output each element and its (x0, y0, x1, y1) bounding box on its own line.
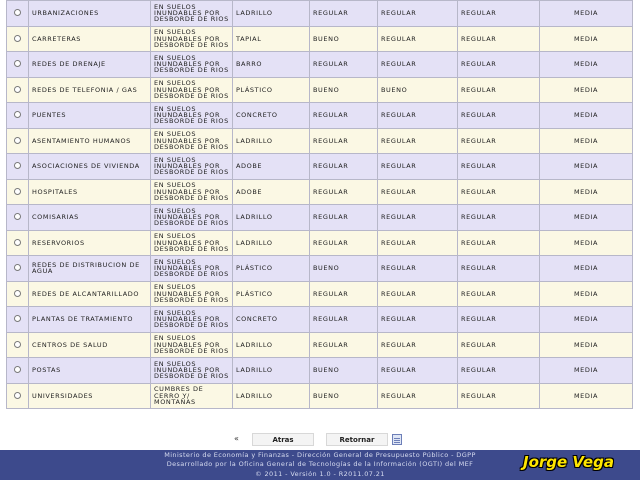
cell-condition-1: REGULAR (310, 332, 378, 358)
cell-location: EN SUELOS INUNDABLES POR DESBORDE DE RIOS (151, 205, 233, 231)
table-row (7, 154, 633, 180)
cell-location: EN SUELOS INUNDABLES POR DESBORDE DE RIOS (151, 26, 233, 52)
back-button[interactable]: Atras (252, 433, 314, 446)
cell-condition-2: REGULAR (378, 358, 458, 384)
cell-condition-3: REGULAR (458, 128, 540, 154)
row-select-radio[interactable] (7, 179, 29, 205)
cell-infrastructure: ASOCIACIONES DE VIVIENDA (29, 154, 151, 180)
cell-condition-1: REGULAR (310, 154, 378, 180)
radio-button-icon[interactable] (14, 290, 21, 297)
table-row (7, 307, 633, 333)
cell-condition-2: REGULAR (378, 230, 458, 256)
cell-condition-1: REGULAR (310, 179, 378, 205)
cell-condition-1: REGULAR (310, 128, 378, 154)
cell-location: EN SUELOS INUNDABLES POR DESBORDE DE RIOS (151, 307, 233, 333)
row-select-radio[interactable] (7, 128, 29, 154)
cell-condition-2: REGULAR (378, 26, 458, 52)
table-row (7, 358, 633, 384)
table-row (7, 1, 633, 27)
radio-button-icon[interactable] (14, 239, 21, 246)
cell-condition-2: REGULAR (378, 103, 458, 129)
radio-button-icon[interactable] (14, 392, 21, 399)
cell-location: EN SUELOS INUNDABLES POR DESBORDE DE RIOS (151, 154, 233, 180)
cell-material: CONCRETO (233, 307, 310, 333)
radio-button-icon[interactable] (14, 264, 21, 271)
cell-infrastructure: REDES DE ALCANTARILLADO (29, 281, 151, 307)
cell-location: EN SUELOS INUNDABLES POR DESBORDE DE RIOS (151, 77, 233, 103)
cell-condition-2: REGULAR (378, 1, 458, 27)
cell-infrastructure: HOSPITALES (29, 179, 151, 205)
cell-level: MEDIA (540, 358, 633, 384)
table-row (7, 230, 633, 256)
cell-condition-2: REGULAR (378, 52, 458, 78)
row-select-radio[interactable] (7, 26, 29, 52)
cell-condition-1: REGULAR (310, 281, 378, 307)
cell-condition-3: REGULAR (458, 154, 540, 180)
table-row (7, 103, 633, 129)
cell-condition-3: REGULAR (458, 230, 540, 256)
cell-condition-1: BUENO (310, 256, 378, 282)
radio-button-icon[interactable] (14, 111, 21, 118)
cell-material: LADRILLO (233, 1, 310, 27)
cell-location: EN SUELOS INUNDABLES POR DESBORDE DE RIOS (151, 281, 233, 307)
footer-version-text: © 2011 - Versión 1.0 - R2011.07.21 (255, 470, 385, 478)
cell-condition-2: BUENO (378, 77, 458, 103)
cell-condition-3: REGULAR (458, 77, 540, 103)
cell-condition-1: REGULAR (310, 1, 378, 27)
cell-location: EN SUELOS INUNDABLES POR DESBORDE DE RIOS (151, 358, 233, 384)
cell-condition-2: REGULAR (378, 281, 458, 307)
cell-condition-2: REGULAR (378, 332, 458, 358)
row-select-radio[interactable] (7, 154, 29, 180)
cell-level: MEDIA (540, 230, 633, 256)
row-select-radio[interactable] (7, 383, 29, 409)
radio-button-icon[interactable] (14, 35, 21, 42)
cell-location: EN SUELOS INUNDABLES POR DESBORDE DE RIOS (151, 103, 233, 129)
cell-infrastructure: POSTAS (29, 358, 151, 384)
radio-button-icon[interactable] (14, 162, 21, 169)
footer-developer-text: Desarrollado por la Oficina General de Tecnologías de la Información (OGTI) del MEF (166, 460, 474, 468)
cell-condition-1: BUENO (310, 383, 378, 409)
radio-button-icon[interactable] (14, 9, 21, 16)
cell-condition-2: REGULAR (378, 154, 458, 180)
cell-infrastructure: URBANIZACIONES (29, 1, 151, 27)
cell-level: MEDIA (540, 256, 633, 282)
row-select-radio[interactable] (7, 358, 29, 384)
cell-condition-2: REGULAR (378, 383, 458, 409)
cell-condition-1: REGULAR (310, 103, 378, 129)
cell-material: LADRILLO (233, 230, 310, 256)
row-select-radio[interactable] (7, 77, 29, 103)
table-row (7, 52, 633, 78)
cell-location: EN SUELOS INUNDABLES POR DESBORDE DE RIOS (151, 1, 233, 27)
results-table (6, 0, 633, 409)
radio-button-icon[interactable] (14, 213, 21, 220)
cell-condition-3: REGULAR (458, 26, 540, 52)
footer-ministry-text: Ministerio de Economía y Finanzas - Dirección General de Presupuesto Público - DGPP (164, 451, 476, 459)
cell-condition-3: REGULAR (458, 52, 540, 78)
cell-location: EN SUELOS INUNDABLES POR DESBORDE DE RIOS (151, 179, 233, 205)
cell-material: LADRILLO (233, 205, 310, 231)
cell-condition-1: BUENO (310, 26, 378, 52)
cell-condition-3: REGULAR (458, 281, 540, 307)
cell-material: CONCRETO (233, 103, 310, 129)
row-select-radio[interactable] (7, 307, 29, 333)
table-row (7, 383, 633, 409)
table-row (7, 205, 633, 231)
cell-level: MEDIA (540, 26, 633, 52)
cell-infrastructure: UNIVERSIDADES (29, 383, 151, 409)
cell-level: MEDIA (540, 383, 633, 409)
return-button[interactable]: Retornar (326, 433, 388, 446)
cell-material: BARRO (233, 52, 310, 78)
cell-material: LADRILLO (233, 332, 310, 358)
cell-material: PLÁSTICO (233, 77, 310, 103)
cell-infrastructure: COMISARIAS (29, 205, 151, 231)
cell-material: LADRILLO (233, 358, 310, 384)
cell-infrastructure: REDES DE DRENAJE (29, 52, 151, 78)
author-watermark: Jorge Vega (523, 453, 614, 471)
cell-condition-3: REGULAR (458, 332, 540, 358)
cell-level: MEDIA (540, 1, 633, 27)
cell-material: ADOBE (233, 179, 310, 205)
cell-location: EN SUELOS INUNDABLES POR DESBORDE DE RIOS (151, 332, 233, 358)
cell-location: EN SUELOS INUNDABLES POR DESBORDE DE RIOS (151, 128, 233, 154)
row-select-radio[interactable] (7, 230, 29, 256)
cell-material: TAPIAL (233, 26, 310, 52)
cell-level: MEDIA (540, 179, 633, 205)
cell-level: MEDIA (540, 281, 633, 307)
cell-condition-1: BUENO (310, 77, 378, 103)
row-select-radio[interactable] (7, 332, 29, 358)
cell-infrastructure: PUENTES (29, 103, 151, 129)
cell-material: LADRILLO (233, 383, 310, 409)
cell-location: EN SUELOS INUNDABLES POR DESBORDE DE RIOS (151, 256, 233, 282)
cell-material: LADRILLO (233, 128, 310, 154)
cell-condition-1: REGULAR (310, 205, 378, 231)
results-table-container (6, 0, 632, 409)
table-row (7, 332, 633, 358)
cell-location: CUMBRES DE CERRO Y/ MONTAÑAS (151, 383, 233, 409)
results-table-body (7, 1, 633, 409)
cell-level: MEDIA (540, 128, 633, 154)
cell-condition-3: REGULAR (458, 1, 540, 27)
row-select-radio[interactable] (7, 103, 29, 129)
cell-condition-3: REGULAR (458, 256, 540, 282)
radio-button-icon[interactable] (14, 60, 21, 67)
cell-material: PLÁSTICO (233, 281, 310, 307)
cell-condition-3: REGULAR (458, 358, 540, 384)
cell-infrastructure: CENTROS DE SALUD (29, 332, 151, 358)
row-select-radio[interactable] (7, 281, 29, 307)
cell-condition-2: REGULAR (378, 179, 458, 205)
table-row (7, 179, 633, 205)
cell-condition-2: REGULAR (378, 205, 458, 231)
radio-button-icon[interactable] (14, 86, 21, 93)
cell-condition-3: REGULAR (458, 179, 540, 205)
cell-level: MEDIA (540, 52, 633, 78)
cell-condition-2: REGULAR (378, 307, 458, 333)
cell-level: MEDIA (540, 307, 633, 333)
cell-infrastructure: RESERVORIOS (29, 230, 151, 256)
radio-button-icon[interactable] (14, 315, 21, 322)
row-select-radio[interactable] (7, 52, 29, 78)
table-row (7, 128, 633, 154)
document-icon[interactable] (392, 434, 402, 445)
cell-condition-3: REGULAR (458, 383, 540, 409)
cell-level: MEDIA (540, 77, 633, 103)
table-row (7, 77, 633, 103)
cell-condition-2: REGULAR (378, 256, 458, 282)
row-select-radio[interactable] (7, 205, 29, 231)
row-select-radio[interactable] (7, 1, 29, 27)
double-chevron-left-icon[interactable]: « (234, 434, 239, 443)
cell-condition-3: REGULAR (458, 103, 540, 129)
cell-infrastructure: ASENTAMIENTO HUMANOS (29, 128, 151, 154)
table-row (7, 26, 633, 52)
cell-condition-3: REGULAR (458, 307, 540, 333)
cell-material: PLÁSTICO (233, 256, 310, 282)
cell-infrastructure: REDES DE TELEFONIA / GAS (29, 77, 151, 103)
table-row (7, 256, 633, 282)
cell-condition-2: REGULAR (378, 128, 458, 154)
cell-level: MEDIA (540, 154, 633, 180)
cell-infrastructure: PLANTAS DE TRATAMIENTO (29, 307, 151, 333)
pagination-bar (0, 433, 640, 449)
cell-material: ADOBE (233, 154, 310, 180)
radio-button-icon[interactable] (14, 341, 21, 348)
cell-condition-3: REGULAR (458, 205, 540, 231)
cell-condition-1: REGULAR (310, 52, 378, 78)
cell-location: EN SUELOS INUNDABLES POR DESBORDE DE RIOS (151, 52, 233, 78)
row-select-radio[interactable] (7, 256, 29, 282)
cell-infrastructure: REDES DE DISTRIBUCION DE AGUA (29, 256, 151, 282)
cell-level: MEDIA (540, 205, 633, 231)
cell-condition-1: REGULAR (310, 230, 378, 256)
table-row (7, 281, 633, 307)
radio-button-icon[interactable] (14, 137, 21, 144)
cell-level: MEDIA (540, 332, 633, 358)
cell-infrastructure: CARRETERAS (29, 26, 151, 52)
cell-condition-1: BUENO (310, 358, 378, 384)
radio-button-icon[interactable] (14, 366, 21, 373)
cell-condition-1: REGULAR (310, 307, 378, 333)
cell-level: MEDIA (540, 103, 633, 129)
cell-location: EN SUELOS INUNDABLES POR DESBORDE DE RIOS (151, 230, 233, 256)
radio-button-icon[interactable] (14, 188, 21, 195)
